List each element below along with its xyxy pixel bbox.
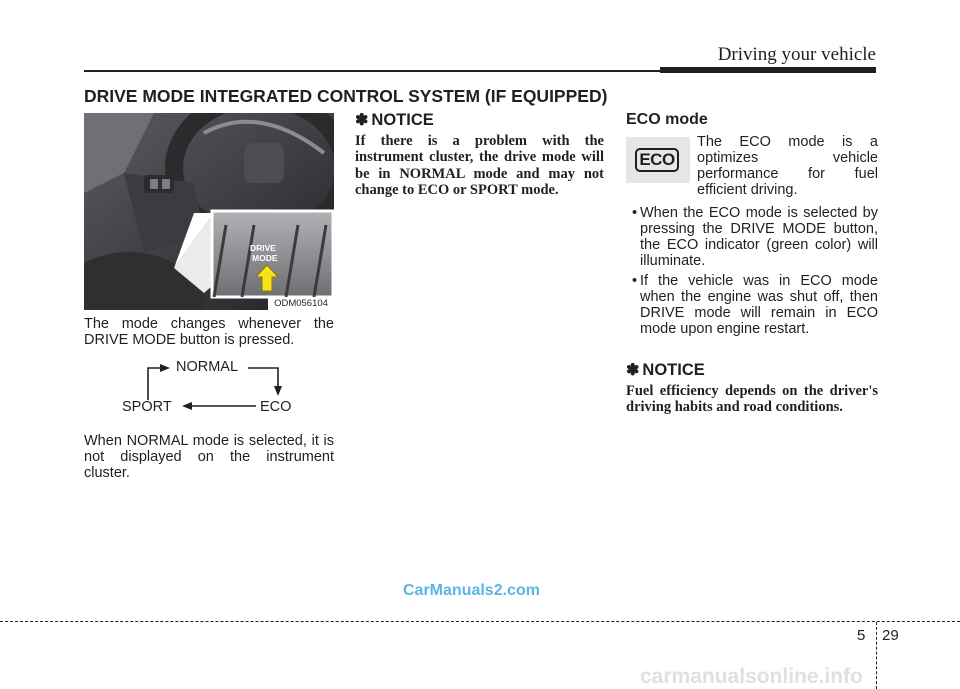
watermark-link[interactable]: CarManuals2.com xyxy=(403,582,540,599)
eco-icon-label: ECO xyxy=(635,148,679,172)
photo-code: ODM056104 xyxy=(268,297,334,310)
photo-button-label-2: MODE xyxy=(252,253,278,263)
page-divider xyxy=(876,622,877,689)
notice-1-title: NOTICE xyxy=(371,111,434,129)
page-number: 29 xyxy=(882,627,899,644)
header-rule-thick xyxy=(660,67,876,73)
chapter-header: Driving your vehicle xyxy=(717,44,876,65)
dashboard-photo xyxy=(84,113,334,310)
bullet-dot: • xyxy=(632,273,638,289)
notice-1-heading xyxy=(355,110,434,130)
notice-2-title: NOTICE xyxy=(642,361,705,379)
notice-1-body: If there is a problem with the instrument cluster, the drive mode will be in NORMAL mode and may not change to ECO or SPORT mode. xyxy=(355,133,604,199)
bullet-text: If the vehicle was in ECO mode when the engine was shut off, then DRIVE mode will remain in ECO mode upon engine restart. xyxy=(640,273,878,337)
eco-bullet-1 xyxy=(626,205,878,269)
notice-2-body: Fuel efficiency depends on the driver's driving habits and road conditions. xyxy=(626,383,878,416)
photo-button-label-1: DRIVE xyxy=(250,243,276,253)
cycle-normal: NORMAL xyxy=(176,359,239,375)
mode-cycle-diagram xyxy=(110,356,320,418)
header-rule-thin xyxy=(84,70,660,72)
page-section-number: 5 xyxy=(857,627,866,644)
mode-change-text: The mode changes whenever the DRIVE MODE button is pressed. xyxy=(84,316,334,348)
footer-site-watermark: carmanualsonline.info xyxy=(640,665,863,688)
cycle-sport: SPORT xyxy=(122,399,172,415)
eco-mode-title: ECO mode xyxy=(626,111,708,128)
normal-mode-text: When NORMAL mode is selected, it is not displayed on the instrument cluster. xyxy=(84,433,334,481)
cycle-eco: ECO xyxy=(260,399,292,415)
notice-2-heading xyxy=(626,360,705,380)
notice-star-icon: ✽ xyxy=(355,112,369,129)
bullet-text: When the ECO mode is selected by pressing the DRIVE MODE button, the ECO indicator (green color) will illuminate. xyxy=(640,205,878,269)
eco-indicator-icon xyxy=(626,137,690,183)
section-title: DRIVE MODE INTEGRATED CONTROL SYSTEM (IF EQUIPPED) xyxy=(84,86,608,106)
eco-bullet-2 xyxy=(626,273,878,337)
bullet-dot: • xyxy=(632,205,638,221)
footer-dashed-rule xyxy=(0,621,960,622)
notice-star-icon: ✽ xyxy=(626,362,640,379)
eco-description: The ECO mode is a optimizes vehicle performance for fuel efficient driving. xyxy=(697,134,878,198)
